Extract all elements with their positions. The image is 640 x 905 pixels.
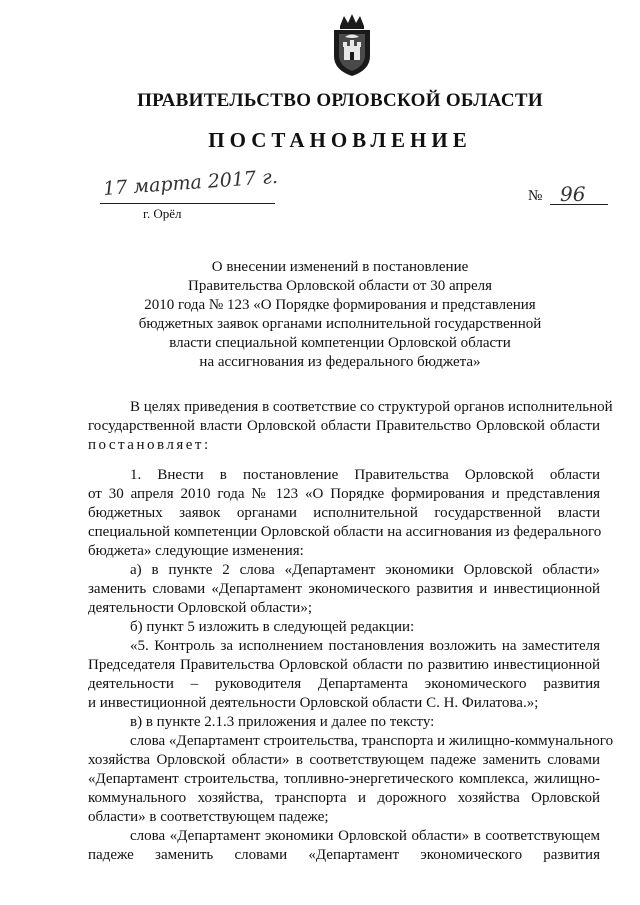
clause-line: и инвестиционной деятельности Орловской области С. Н. Филатова.»; <box>88 695 539 711</box>
government-title: ПРАВИТЕЛЬСТВО ОРЛОВСКОЙ ОБЛАСТИ <box>137 90 543 111</box>
clause-line: Председателя Правительства Орловской области по развитию инвестиционной <box>88 657 600 673</box>
clause-line: в) в пункте 2.1.3 приложения и далее по тексту: <box>130 714 435 730</box>
subject-line: власти специальной компетенции Орловской области <box>169 335 511 351</box>
subject-line: Правительства Орловской области от 30 апреля <box>188 278 492 294</box>
subject-line: на ассигнования из федерального бюджета» <box>199 354 481 370</box>
document-number-field <box>528 182 608 214</box>
clause-line: области» в соответствующем падеже; <box>88 809 329 825</box>
number-sign: № <box>528 188 543 204</box>
subject-line: бюджетных заявок органами исполнительной государственной <box>138 316 542 332</box>
document-subject <box>120 258 560 372</box>
number-underline <box>550 204 608 205</box>
clause-line: б) пункт 5 изложить в следующей редакции: <box>130 619 415 635</box>
clause-line: «5. Контроль за исполнением постановления возложить на заместителя <box>130 638 600 654</box>
clause-line: коммунального хозяйства, транспорта и дорожного хозяйства Орловской <box>88 790 600 806</box>
clause-line: деятельности – руководителя Департамента экономического развития <box>88 676 600 692</box>
clause-line: деятельности Орловской области»; <box>88 600 313 616</box>
clause-line: хозяйства Орловской области» в соответствующем падеже заменить словами <box>88 752 600 768</box>
clause-line: слова «Департамент экономики Орловской области» в соответствующем <box>130 828 600 844</box>
clause-line: 1. Внести в постановление Правительства Орловской области <box>130 467 600 483</box>
clause-line: заменить словами «Департамент экономического развития и инвестиционной <box>88 581 600 597</box>
coat-of-arms-icon <box>330 12 374 78</box>
clause-line: «Департамент строительства, топливно-энергетического комплекса, жилищно- <box>88 771 600 787</box>
clause-1 <box>88 466 614 865</box>
preamble-line: постановляет: <box>88 437 211 453</box>
subject-line: 2010 года № 123 «О Порядке формирования и представления <box>144 297 536 313</box>
date-underline <box>100 203 275 204</box>
clause-line: от 30 апреля 2010 года № 123 «О Порядке формирования и представления <box>88 486 600 502</box>
clause-line: а) в пункте 2 слова «Департамент экономики Орловской области» <box>130 562 600 578</box>
clause-line: специальной компетенции Орловской области на ассигнования из федерального <box>88 524 602 540</box>
document-type: ПОСТАНОВЛЕНИЕ <box>208 128 472 152</box>
handwritten-number: 96 <box>560 182 586 206</box>
clause-line: бюджета» следующие изменения: <box>88 543 304 559</box>
preamble <box>88 398 613 455</box>
handwritten-date: 17 марта 2017 г. <box>102 165 279 200</box>
preamble-line: государственной власти Орловской области Правительство Орловской области <box>88 418 600 434</box>
city-label: г. Орёл <box>143 206 182 221</box>
preamble-line: В целях приведения в соответствие со структурой органов исполнительной <box>130 399 613 415</box>
subject-line: О внесении изменений в постановление <box>211 259 469 275</box>
clause-line: падеже заменить словами «Департамент экономического развития <box>88 847 600 863</box>
date-field <box>100 165 280 208</box>
clause-line: слова «Департамент строительства, транспорта и жилищно-коммунального <box>130 733 614 749</box>
clause-line: бюджетных заявок органами исполнительной государственной власти <box>88 505 600 521</box>
